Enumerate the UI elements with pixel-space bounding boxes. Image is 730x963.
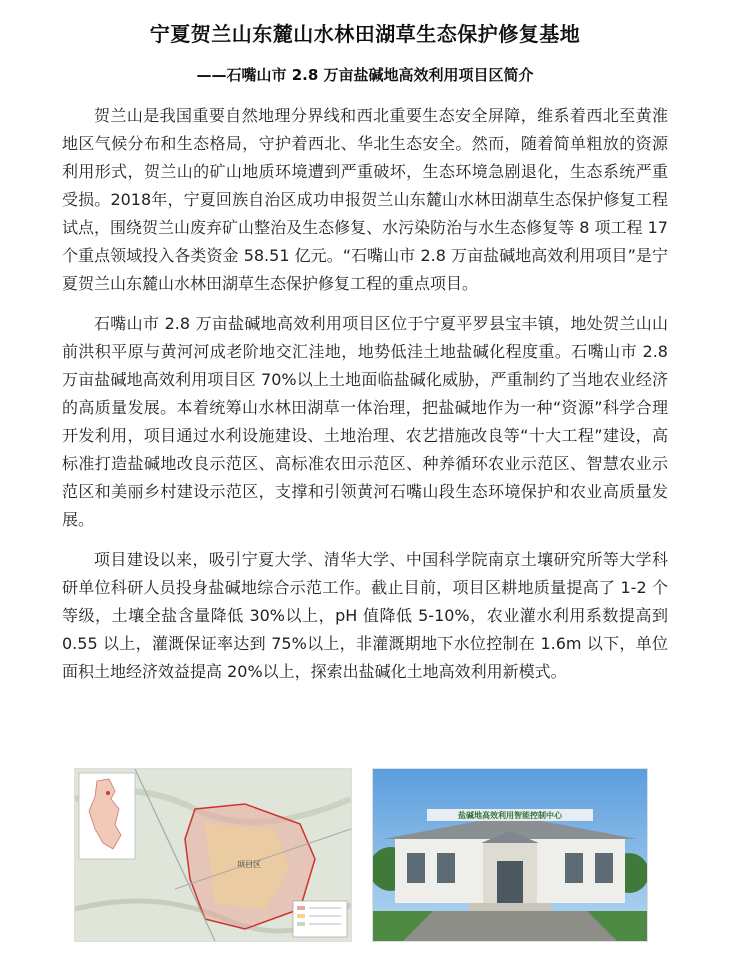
paragraph-1: 贺兰山是我国重要自然地理分界线和西北重要生态安全屏障，维系着西北至黄淮地区气候分布和生态格局，守护着西北、华北生态安全。然而，随着简单粗放的资源利用形式，贺兰山的矿山地质环境遭到严重破坏，生态环境急剧退化，生态系统严重受损。2018年，宁夏回族自治区成功申报贺兰山东麓山水林田湖草生态保护修复工程试点，围绕贺兰山废弃矿山整治及生态修复、水污染防治与水生态修复等 8 项工程 17 个重点领域投入各类资金 58.51 亿元。“石嘴山市 2.8 万亩盐碱地高效利用项目”是宁夏贺兰山东麓山水林田湖草生态保护修复工程的重点项目。 (62, 106, 668, 293)
document-subtitle: ——石嘴山市 2.8 万亩盐碱地高效利用项目区简介 (196, 66, 534, 84)
document-title: 宁夏贺兰山东麓山水林田湖草生态保护修复基地 (149, 22, 581, 46)
control-center-photo (372, 768, 648, 942)
paragraph-2: 石嘴山市 2.8 万亩盐碱地高效利用项目区位于宁夏平罗县宝丰镇，地处贺兰山山前洪积平原与黄河河成老阶地交汇洼地，地势低洼土地盐碱化程度重。石嘴山市 2.8 万亩盐碱地高效利用项目区 70%以上土地面临盐碱化威胁，严重制约了当地农业经济的高质量发展。本着统筹山水林田湖草一体治理，把盐碱地作为一种“资源”科学合理开发利用，项目通过水利设施建设、土地治理、农艺措施改良等“十大工程”建设，高标准打造盐碱地改良示范区、高标准农田示范区、种养循环农业示范区、智慧农业示范区和美丽乡村建设示范区，支撑和引领黄河石嘴山段生态环境保护和农业高质量发展。 (62, 314, 668, 529)
building-sign-text: 盐碱地高效利用智能控制中心 (458, 811, 562, 820)
project-map-image (75, 769, 351, 941)
map-label-project-area: 项目区 (237, 860, 261, 869)
control-center-image (373, 769, 647, 941)
document-body (62, 102, 668, 698)
paragraph-3: 项目建设以来，吸引宁夏大学、清华大学、中国科学院南京土壤研究所等大学科研单位科研人员投身盐碱地综合示范工作。截止目前，项目区耕地质量提高了 1-2 个等级，土壤全盐含量降低 30%以上，pH 值降低 5-10%，农业灌水利用系数提高到 0.55 以上，灌溉保证率达到 75%以上，非灌溉期地下水位控制在 1.6m 以下，单位面积土地经济效益提高 20%以上，探索出盐碱化土地高效利用新模式。 (62, 550, 668, 681)
project-map-figure (74, 768, 352, 942)
